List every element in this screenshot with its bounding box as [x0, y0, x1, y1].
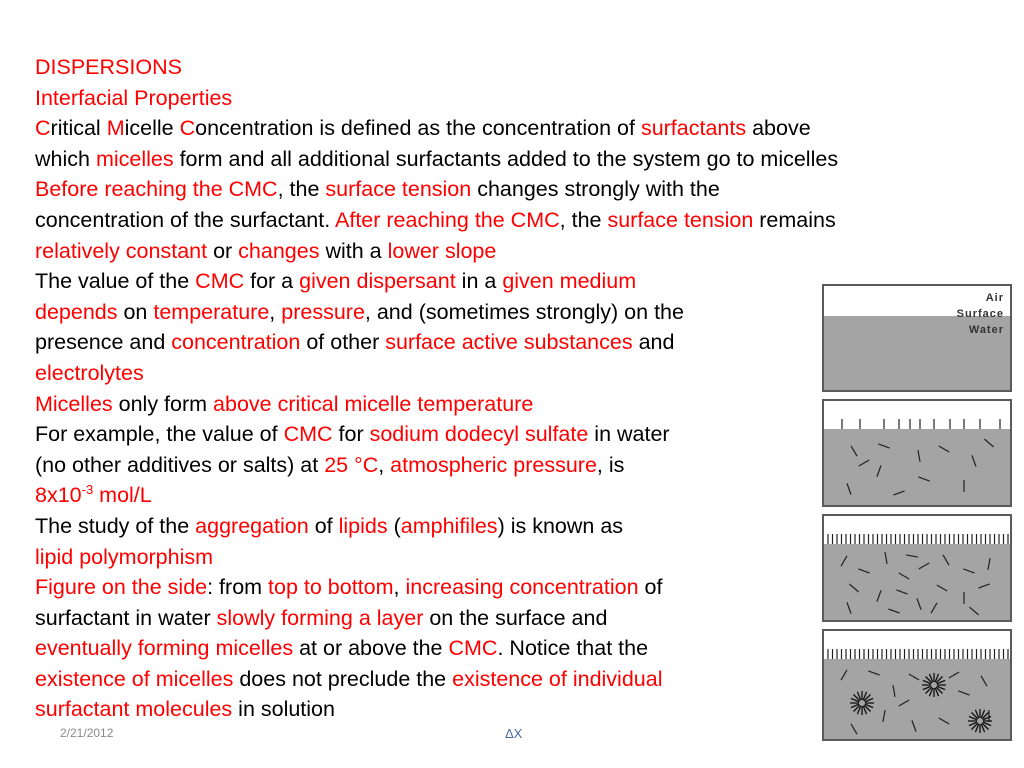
highlighted-text: existence of individual — [452, 666, 663, 691]
body-text: , — [269, 299, 282, 324]
text-line — [35, 113, 1005, 144]
body-text: , is — [596, 452, 625, 477]
body-text: which — [35, 146, 96, 171]
highlighted-text: concentration — [171, 330, 301, 355]
highlighted-text: surface active substances — [385, 330, 633, 355]
highlighted-text: surfactant molecules — [35, 697, 233, 722]
body-text: of — [308, 513, 339, 538]
text-line — [35, 174, 1005, 205]
body-text: , the — [559, 207, 608, 232]
body-text: changes strongly with the — [471, 177, 720, 202]
highlighted-text: Figure on the side — [35, 575, 208, 600]
highlighted-text: Interfacial Properties — [35, 85, 233, 110]
body-text: only form — [112, 391, 214, 416]
panel-medium-concentration-drawing — [824, 516, 1010, 620]
body-text: oncentration is defined as the concentration of — [195, 116, 641, 141]
body-text: of other — [300, 330, 386, 355]
highlighted-text: surfactants — [640, 116, 747, 141]
text-line — [35, 83, 1005, 114]
surfactant-concentration-figure — [822, 284, 1012, 741]
text-line — [35, 236, 1005, 267]
highlighted-text: above critical micelle temperature — [213, 391, 534, 416]
body-text: with a — [319, 238, 388, 263]
highlighted-text: C — [179, 116, 196, 141]
highlighted-text: lipid polymorphism — [35, 544, 214, 569]
highlighted-text: increasing concentration — [405, 575, 639, 600]
highlighted-text: Micelles — [35, 391, 113, 416]
text-line — [35, 205, 1005, 236]
highlighted-text: lipids — [338, 513, 388, 538]
label-air: Air — [985, 292, 1004, 304]
body-text: on — [117, 299, 154, 324]
body-text: presence and — [35, 330, 172, 355]
panel-pure-water-drawing — [824, 286, 1010, 390]
body-text: ( — [387, 513, 401, 538]
footer-center-text: ΔX — [505, 726, 523, 741]
highlighted-text: pressure — [281, 299, 365, 324]
body-text: form and all additional surfactants added to the system go to micelles — [173, 146, 839, 171]
body-text: above — [746, 116, 811, 141]
body-text: in a — [455, 269, 503, 294]
body-text: The study of the — [35, 513, 196, 538]
body-text: concentration of the surfactant. — [35, 207, 335, 232]
body-text: ritical — [50, 116, 107, 141]
body-text: For example, the value of — [35, 422, 284, 447]
body-text: in water — [588, 422, 670, 447]
panel-micelle-concentration-drawing — [824, 631, 1010, 739]
highlighted-text: M — [106, 116, 125, 141]
body-text: or — [207, 238, 239, 263]
body-text: on the surface and — [423, 605, 608, 630]
highlighted-text: mol/L — [93, 483, 152, 508]
highlighted-text: CMC — [195, 269, 245, 294]
body-text: remains — [753, 207, 836, 232]
body-text: , — [393, 575, 406, 600]
body-text: and — [632, 330, 675, 355]
highlighted-text: electrolytes — [35, 360, 144, 385]
highlighted-text: temperature — [153, 299, 270, 324]
highlighted-text: -3 — [81, 482, 94, 498]
body-text: in solution — [232, 697, 335, 722]
footer-date: 2/21/2012 — [60, 726, 114, 740]
highlighted-text: 25 °C — [324, 452, 379, 477]
highlighted-text: After reaching the CMC — [335, 207, 560, 232]
highlighted-text: changes — [238, 238, 320, 263]
body-text: surfactant in water — [35, 605, 217, 630]
highlighted-text: existence of micelles — [35, 666, 234, 691]
highlighted-text: surface tension — [607, 207, 754, 232]
highlighted-text: slowly forming a layer — [216, 605, 424, 630]
highlighted-text: micelles — [95, 146, 174, 171]
body-text: , the — [277, 177, 326, 202]
panel-low-concentration-drawing — [824, 401, 1010, 505]
body-text: ) is known as — [497, 513, 624, 538]
highlighted-text: lower slope — [387, 238, 497, 263]
label-surface: Surface — [956, 308, 1004, 320]
body-text: , — [378, 452, 391, 477]
body-text: : from — [207, 575, 269, 600]
highlighted-text: atmospheric pressure — [390, 452, 597, 477]
body-text: icelle — [124, 116, 180, 141]
highlighted-text: given medium — [502, 269, 637, 294]
highlighted-text: CMC — [448, 636, 498, 661]
highlighted-text: C — [35, 116, 51, 141]
highlighted-text: sodium dodecyl sulfate — [369, 422, 589, 447]
text-line — [35, 52, 1005, 83]
highlighted-text: amphifiles — [400, 513, 498, 538]
highlighted-text: depends — [35, 299, 118, 324]
highlighted-text: eventually forming micelles — [35, 636, 294, 661]
body-text: of — [638, 575, 663, 600]
panel-medium-concentration — [822, 514, 1012, 622]
highlighted-text: Before reaching the CMC — [35, 177, 278, 202]
body-text: . Notice that the — [497, 636, 649, 661]
body-text: for a — [244, 269, 300, 294]
body-text: (no other additives or salts) at — [35, 452, 325, 477]
body-text: , and (sometimes strongly) on the — [364, 299, 684, 324]
highlighted-text: relatively constant — [35, 238, 208, 263]
body-text: does not preclude the — [233, 666, 453, 691]
label-water: Water — [968, 324, 1004, 336]
highlighted-text: top to bottom — [268, 575, 394, 600]
highlighted-text: CMC — [283, 422, 333, 447]
text-line — [35, 144, 1005, 175]
highlighted-text: given dispersant — [299, 269, 456, 294]
body-text: at or above the — [293, 636, 449, 661]
highlighted-text: surface tension — [325, 177, 472, 202]
highlighted-text: aggregation — [195, 513, 309, 538]
highlighted-text: DISPERSIONS — [35, 55, 182, 79]
body-text: The value of the — [35, 269, 196, 294]
panel-micelle-concentration — [822, 629, 1012, 741]
panel-pure-water — [822, 284, 1012, 392]
highlighted-text: 8x10 — [35, 483, 82, 508]
body-text: for — [332, 422, 370, 447]
panel-low-concentration — [822, 399, 1012, 507]
